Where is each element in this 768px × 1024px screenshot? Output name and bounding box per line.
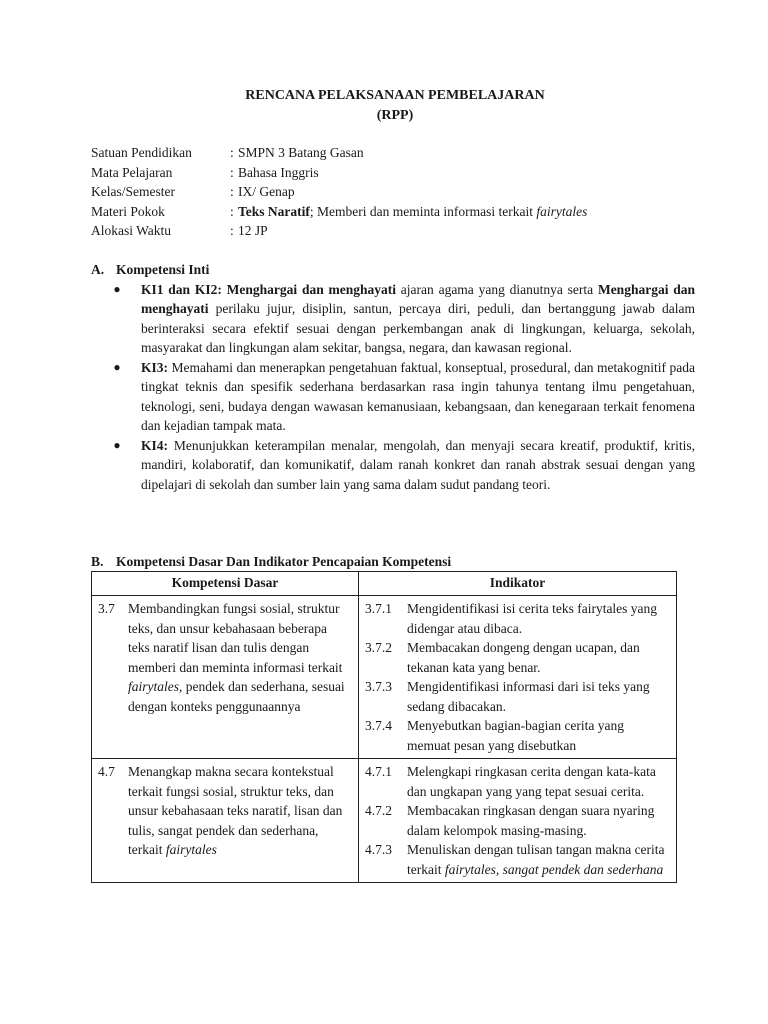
identity-row: Satuan Pendidikan : SMPN 3 Batang Gasan — [91, 143, 691, 163]
table-header-row — [92, 572, 677, 596]
indicator-item: 3.7.1 Mengidentifikasi isi cerita teks fairytales yang didengar atau dibaca. — [365, 601, 658, 636]
identity-label: Alokasi Waktu — [91, 223, 172, 238]
indicator-cell — [359, 759, 677, 883]
section-kompetensi-dasar — [91, 552, 695, 572]
document-title — [0, 86, 768, 126]
list-item: ● KI3: Memahami dan menerapkan pengetahuan faktual, konseptual, prosedural, dan metakognitif pada tingkat teknis dan spesifik sederhana berdasarkan rasa ingin tahunya tentang ilmu pengetahuan, teknologi, seni, budaya dengan wawasan kemanusiaan, kebangsaan, dan kenegaraan terkait fenomena dan kejadian tampak mata. — [91, 358, 695, 436]
indicator-item: 3.7.4 Menyebutkan bagian-bagian cerita yang memuat pesan yang disebutkan — [365, 718, 625, 753]
identity-label: Satuan Pendidikan — [91, 145, 192, 160]
identity-block — [91, 143, 691, 241]
identity-label: Kelas/Semester — [91, 184, 175, 199]
identity-value: Bahasa Inggris — [238, 164, 319, 180]
bullet-icon: ● — [113, 281, 121, 296]
identity-value-materi: Teks Naratif; Memberi dan meminta informasi terkait fairytales — [238, 203, 588, 219]
indicator-item: 4.7.2 Membacakan ringkasan dengan suara nyaring dalam kelompok masing-masing. — [365, 803, 655, 838]
table-row — [92, 759, 677, 883]
section-heading: B. Kompetensi Dasar Dan Indikator Pencapaian Kompetensi — [91, 554, 452, 569]
indicator-item: 3.7.3 Mengidentifikasi informasi dari isi teks yang sedang dibacakan. — [365, 679, 650, 714]
indicator-item: 4.7.1 Melengkapi ringkasan cerita dengan kata-kata dan ungkapan yang yang tepat sesuai cerita. — [365, 764, 656, 799]
identity-row: Materi Pokok : Teks Naratif; Memberi dan meminta informasi terkait fairytales — [91, 202, 691, 222]
table-row — [92, 596, 677, 759]
kd-cell: 3.7 Membandingkan fungsi sosial, struktur teks, dan unsur kebahasaan beberapa teks naratif lisan dan tulis dengan memberi dan meminta informasi terkait fairytales, pendek dan sederhana, sesuai dengan konteks penggunaannya — [92, 596, 359, 759]
indicator-item: 3.7.2 Membacakan dongeng dengan ucapan, dan tekanan kata yang benar. — [365, 640, 640, 675]
identity-label: Mata Pelajaran — [91, 164, 173, 180]
identity-label: Materi Pokok — [91, 203, 165, 219]
identity-value: SMPN 3 Batang Gasan — [238, 145, 364, 160]
identity-value: IX/ Genap — [238, 184, 295, 199]
identity-row: Alokasi Waktu : 12 JP — [91, 221, 691, 241]
list-item: ● KI4: Menunjukkan keterampilan menalar, mengolah, dan menyaji secara kreatif, produktif, kritis, mandiri, kolaboratif, dan komunikatif, dalam ranah konkret dan ranah abstrak sesuai dengan yang dipelajari di sekolah dan sumber lain yang sama dalam sudut pandang teori. — [91, 436, 695, 495]
kd-cell: 4.7 Menangkap makna secara kontekstual terkait fungsi sosial, struktur teks, dan unsur kebahasaan teks naratif, lisan dan tulis, sangat pendek dan sederhana, terkait fairytales — [92, 759, 359, 883]
title-line-2: (RPP) — [376, 108, 414, 123]
identity-value: 12 JP — [238, 223, 268, 238]
bullet-icon: ● — [113, 359, 121, 374]
indicator-item: 4.7.3 Menuliskan dengan tulisan tangan makna cerita terkait fairytales, sangat pendek dan sederhana — [365, 842, 665, 877]
section-heading: A. Kompetensi Inti — [91, 262, 210, 277]
bullet-list — [91, 280, 695, 495]
list-item: ● KI1 dan KI2: Menghargai dan menghayati ajaran agama yang dianutnya serta Menghargai dan menghayati perilaku jujur, disiplin, santun, percaya diri, peduli, dan bertanggung jawab dalam berinteraksi secara efektif sesuai dengan perkembangan anak di lingkungan, keluarga, sekolah, masyarakat dan lingkungan alam sekitar, bangsa, negara, dan kawasan regional. — [91, 280, 695, 358]
indicator-cell — [359, 596, 677, 759]
column-header: Kompetensi Dasar — [92, 572, 359, 596]
column-header: Indikator — [359, 572, 677, 596]
identity-row: Mata Pelajaran : Bahasa Inggris — [91, 163, 691, 183]
section-kompetensi-inti — [91, 260, 695, 494]
title-line-1: RENCANA PELAKSANAAN PEMBELAJARAN — [245, 88, 545, 103]
identity-row: Kelas/Semester : IX/ Genap — [91, 182, 691, 202]
competency-table — [91, 571, 677, 883]
bullet-icon: ● — [113, 437, 121, 452]
